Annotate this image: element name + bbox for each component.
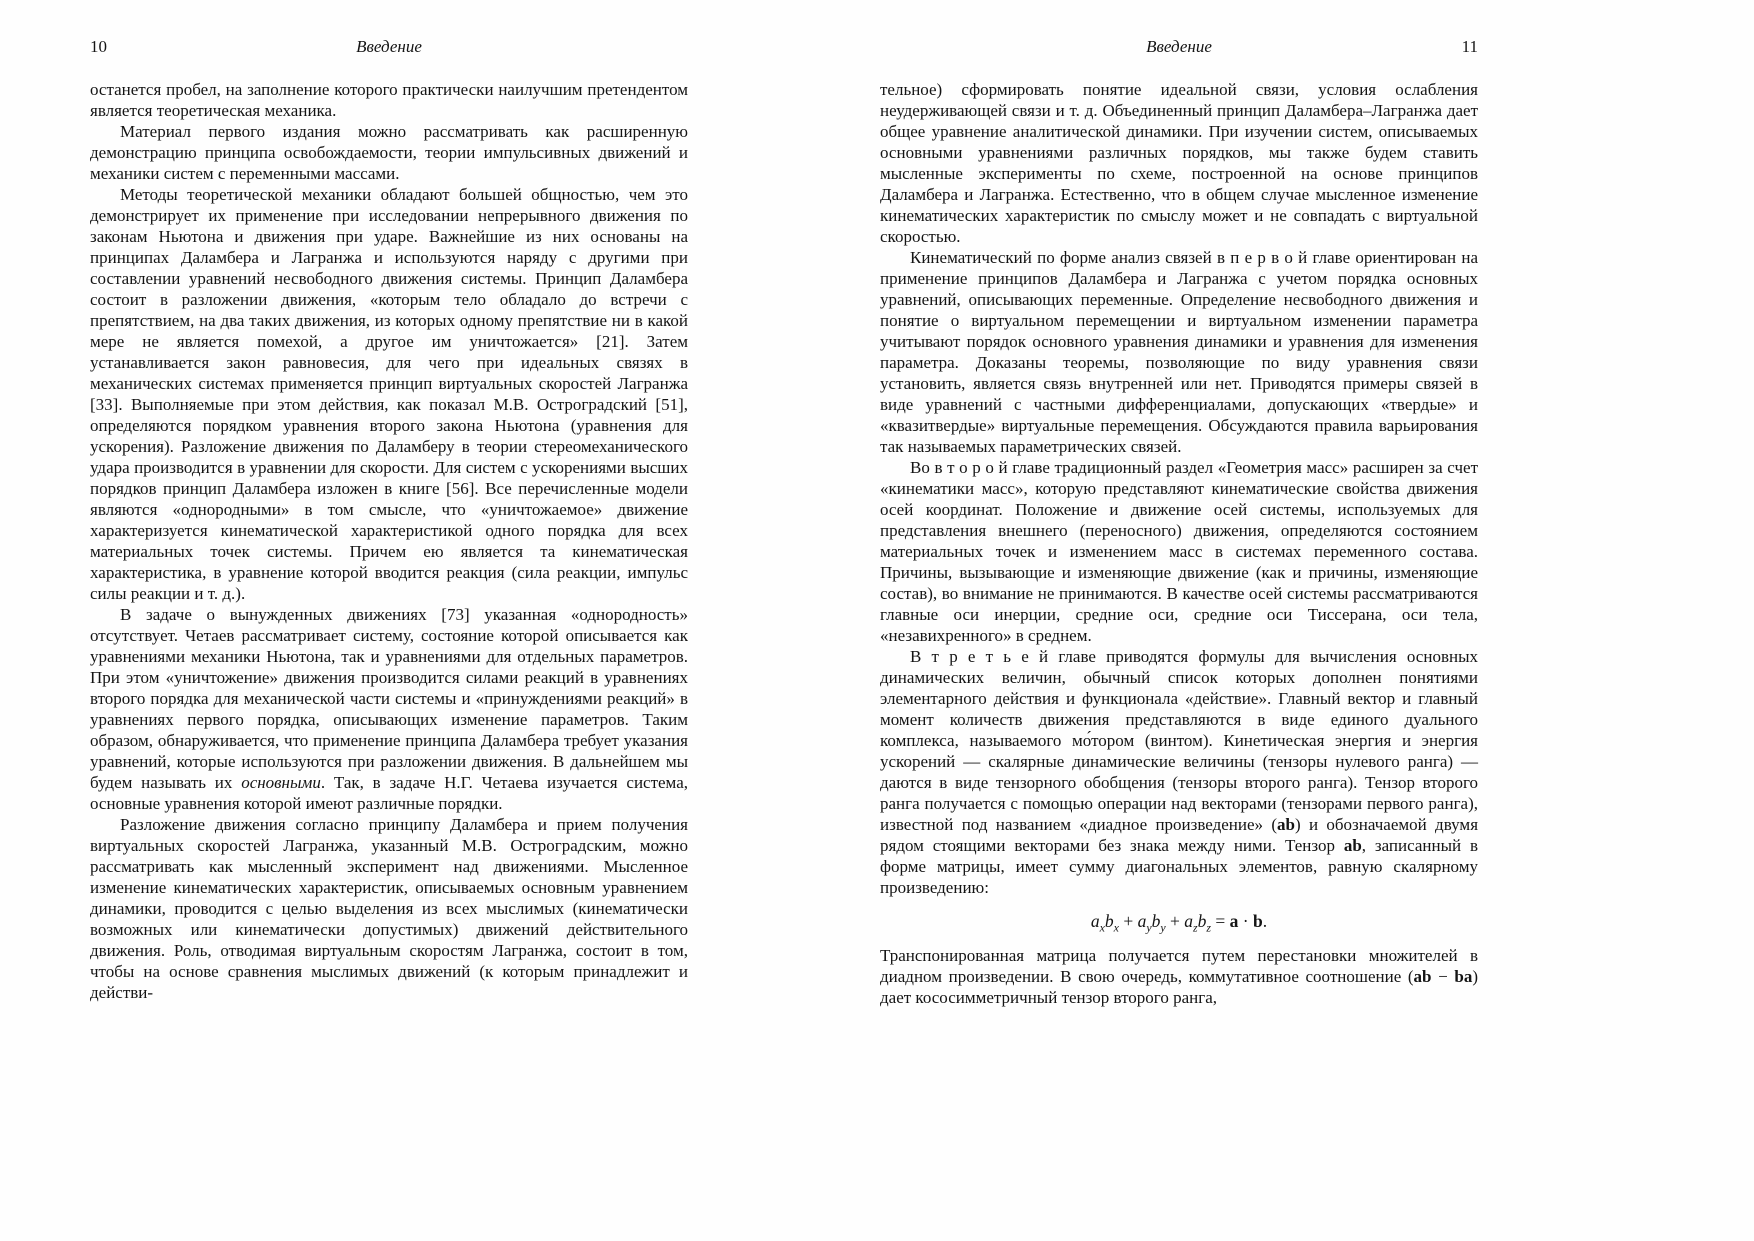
page-body-right [880, 79, 1478, 1008]
text-run: В задаче о вынужденных движениях [73] указанная «однородность» отсутствует. Четаев рассматривает систему, состояние которой описывается как уравнениями механики Ньютона, так и уравнениями для отдельных параметров. При этом «уничтожение» движения производится силами реакций в уравнениях второго порядка для механической части системы и «принуждениями реакций» в уравнениях первого порядка, описывающих изменение параметров. Таким образом, обнаруживается, что применение принципа Даламбера требует указания уравнений, которые используются при разложении движения. В дальнейшем мы будем называть их [90, 605, 688, 792]
page-body-left [90, 79, 688, 1003]
text-run: · [1238, 911, 1253, 931]
running-head-right: Введение [1146, 37, 1212, 56]
page-number-left: 10 [90, 37, 107, 56]
subscript: x [1113, 920, 1119, 935]
page-header-left [90, 36, 688, 57]
text-run: = [1211, 911, 1230, 931]
text-run: $b_y$ [1151, 911, 1166, 935]
paragraph: Разложение движения согласно принципу Даламбера и прием получения виртуальных скоростей Лагранжа, указанный М.В. Остроградским, можно рассматривать как мысленный эксперимент над движениями. Мысленное изменение кинематических характеристик, описываемых основным уравнением динамики, проводится с целью выделения из всех мыслимых (кинематически возможных или кинематически допустимых) движений действительного движения. Роль, отводимая виртуальным скоростям Лагранжа, состоит в том, чтобы на основе сравнения мыслимых движений (к которым принадлежит и действи- [90, 815, 688, 1002]
subscript: z [1206, 920, 1212, 935]
paragraph: Методы теоретической механики обладают большей общностью, чем это демонстрирует их применение при исследовании непрерывного движения по законам Ньютона и движения при ударе. Важнейшие из них основаны на принципах Даламбера и Лагранжа и используются наряду с другими при составлении уравнений несвободного движения системы. Принцип Даламбера состоит в разложении движения, «которым тело обладало до встречи с препятствием, на два таких движения, из которых одному препятствие ни в какой мере не является помехой, а другое им уничтожается» [21]. Затем устанавливается закон равновесия, для чего при идеальных связях в механических системах применяется принцип виртуальных скоростей Лагранжа [33]. Выполняемые при этом действия, как показал М.В. Остроградский [51], определяются порядком уравнения второго закона Ньютона (уравнения для ускорения). Разложение движения по Даламберу в теории стереомеханического удара производится в уравнении для скорости. Для систем с ускорениями высших порядков принцип Даламбера изложен в книге [56]. Все перечисленные модели являются «однородными» в том смысле, что «уничтожаемое» движение характеризуется кинематической характеристикой одного порядка для всех материальных точек системы. Причем ею является та кинематическая характеристика, в уравнение которой вводится реакция (сила реакции, импульс силы реакции и т. д.). [90, 185, 688, 603]
text-run: $a_z$ [1184, 911, 1198, 935]
text-run: . Так, в задаче Н.Г. Четаева изучается система, основные уравнения которой имеют различные порядки. [90, 773, 688, 813]
text-run: Транспонированная матрица получается путем перестановки множителей в диадном произведении. В свою очередь, коммутативное соотношение ( [880, 946, 1478, 986]
text-run: ba [1454, 967, 1473, 986]
page-right [880, 36, 1478, 1008]
text-run: ab [1277, 815, 1295, 834]
text-run: ) дает кососимметричный тензор второго ранга, [880, 967, 1478, 1007]
paragraph: останется пробел, на заполнение которого практически наилучшим претендентом является теоретическая механика. [90, 80, 688, 120]
text-run: $b_z$ [1197, 911, 1212, 935]
text-run: $a_y$ [1137, 911, 1152, 935]
paragraph [90, 604, 688, 814]
subscript: x [1099, 920, 1105, 935]
paragraph: Материал первого издания можно рассматривать как расширенную демонстрацию принципа освобождаемости, теории импульсивных движений и механики систем с переменными массами. [90, 122, 688, 183]
text-run: b [1253, 911, 1263, 931]
text-run: $b_x$ [1104, 911, 1119, 935]
subscript: y [1160, 920, 1166, 935]
text-run: ab [1343, 836, 1362, 855]
page-left [90, 36, 688, 1003]
text-run: a [1229, 911, 1239, 931]
running-head-left: Введение [356, 37, 422, 56]
text-run: ) и обозначаемой двумя рядом стоящими векторами без знака между ними. Тензор [880, 815, 1479, 855]
page-header-right [880, 36, 1478, 57]
subscript: y [1146, 920, 1152, 935]
text-run: $a_x$ [1090, 911, 1105, 935]
subscript: z [1193, 920, 1198, 935]
text-run: основными [241, 773, 321, 792]
text-run: − [1431, 967, 1455, 986]
display-formula [880, 911, 1478, 935]
text-run: + [1165, 911, 1185, 931]
paragraph [880, 646, 1478, 898]
paragraph [880, 945, 1478, 1008]
text-run: ab [1413, 967, 1432, 986]
paragraph: Во в т о р о й главе традиционный раздел «Геометрия масс» расширен за счет «кинематики масс», которую представляют кинематические свойства движения осей координат. Положение и движение осей системы, используемых для представления внешнего (переносного) движения, определяются состоянием материальных точек и изменением масс в системах переменного состава. Причины, вызывающие и изменяющие движение (как и причины, изменяющие состав), во внимание не принимаются. В качестве осей системы рассматриваются главные оси инерции, средние оси, средние оси Тиссерана, оси тела, «незавихренного» в среднем. [880, 458, 1478, 645]
page-number-right: 11 [1461, 37, 1478, 56]
text-run: . [1262, 911, 1268, 931]
text-run: , записанный в форме матрицы, имеет сумму диагональных элементов, равную скалярному произведению: [880, 836, 1478, 897]
paragraph: Кинематический по форме анализ связей в п е р в о й главе ориентирован на применение принципов Даламбера и Лагранжа с учетом порядка основных уравнений, описывающих переменные. Определение несвободного движения и понятие о виртуальном перемещении и виртуальном изменении параметра учитывают порядок основного уравнения динамики и уравнения для изменения параметра. Доказаны теоремы, позволяющие по виду уравнения связи установить, является связь внутренней или нет. Приводятся примеры связей в виде уравнений с частными дифференциалами, допускающих «твердые» и «квазитвердые» виртуальные перемещения. Обсуждаются правила варьирования так называемых параметрических связей. [880, 248, 1478, 456]
text-run: В т р е т ь е й главе приводятся формулы для вычисления основных динамических величин, обычный список которых дополнен понятиями элементарного действия и функционала «действие». Главный вектор и главный момент количеств движения представляются в виде единого дуального комплекса, называемого мо́тором (винтом). Кинетическая энергия и энергия ускорений — скалярные динамические величины (тензоры нулевого ранга) — даются в виде тензорного обобщения (тензоры второго ранга). Тензор второго ранга получается с помощью операции над векторами (тензорами первого ранга), известной под названием «диадное произведение» ( [880, 647, 1478, 834]
paragraph: тельное) сформировать понятие идеальной связи, условия ослабления неудерживающей связи и т. д. Объединенный принцип Даламбера–Лагранжа дает общее уравнение аналитической динамики. При изучении систем, описываемых основными уравнениями различных порядков, мы также будем ставить мысленные эксперименты по схеме, построенной на основе принципов Даламбера и Лагранжа. Естественно, что в общем случае мысленное изменение кинематических характеристик по смыслу может и не совпадать с виртуальной скоростью. [880, 80, 1478, 246]
text-run: + [1118, 911, 1138, 931]
